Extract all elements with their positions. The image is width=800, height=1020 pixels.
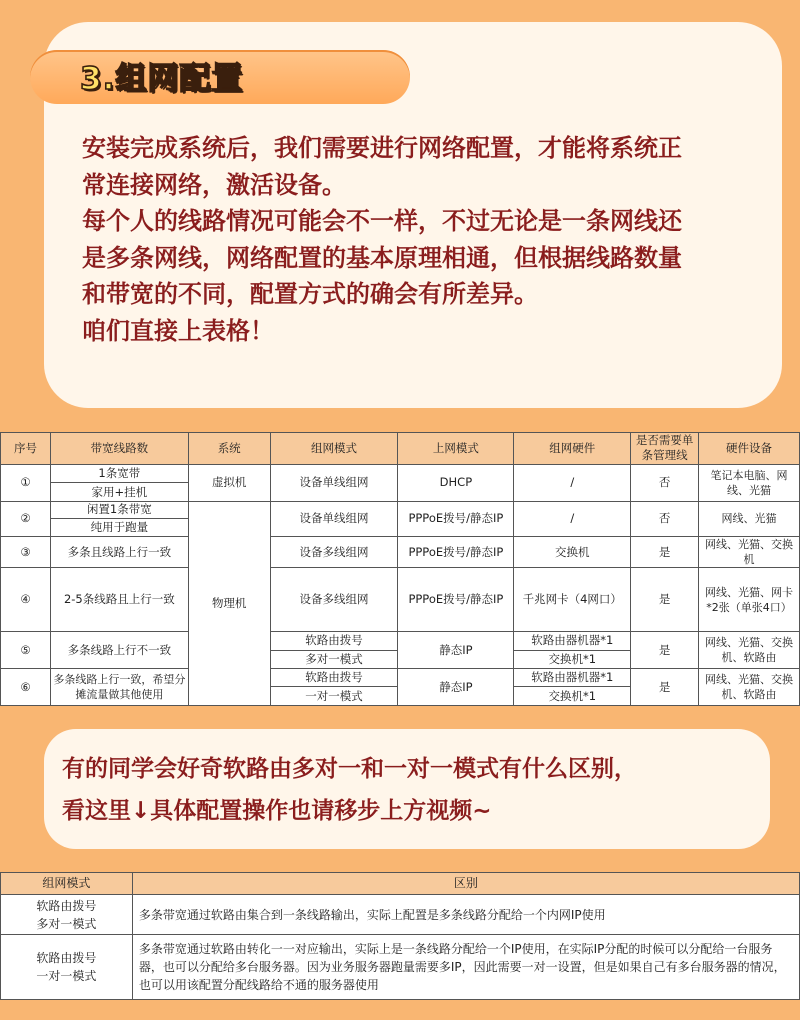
cell-need: 否 xyxy=(631,464,699,501)
cell-bandwidth: 家用+挂机 xyxy=(50,483,188,501)
note-text xyxy=(62,748,762,832)
cell-difference: 多条带宽通过软路由转化一一对应输出，实际上是一条线路分配给一个IP使用，在实际IP分配的时候可以分配给一台服务器，也可以分配给多台服务器。因为业务服务器跑量需要多IP，因此需要一对一设置，但是如果自己有多台服务器的情况，也可以用该配置分配线路给不通的服务器使用 xyxy=(132,935,799,1000)
cell-device: 网线、光猫、交换机 xyxy=(699,536,800,568)
table-row xyxy=(1,669,800,687)
mode-line: 一对一模式 xyxy=(36,969,97,984)
cell-bandwidth: 多条线路上行不一致 xyxy=(50,632,188,669)
cell-mode xyxy=(1,935,133,1000)
cell-system: 虚拟机 xyxy=(188,464,270,501)
cell-mode: 设备单线组网 xyxy=(270,501,398,536)
intro-line: 咱们直接上表格！ xyxy=(82,316,274,345)
cell-need: 是 xyxy=(631,632,699,669)
cell-bandwidth: 纯用于跑量 xyxy=(50,519,188,536)
table-row xyxy=(1,501,800,518)
cell-device: 网线、光猫 xyxy=(699,501,800,536)
cell-mode xyxy=(1,895,133,935)
cell-net: 静态IP xyxy=(398,669,514,706)
cell-net: 静态IP xyxy=(398,632,514,669)
cell-hw: 软路由器机器*1 xyxy=(514,632,631,650)
cell-no: ④ xyxy=(1,568,51,632)
mode-difference-table xyxy=(0,872,800,1000)
intro-line: 安装完成系统后，我们需要进行网络配置，才能将系统正 xyxy=(82,134,682,162)
col-header: 硬件设备 xyxy=(699,433,800,465)
cell-mode: 设备多线组网 xyxy=(270,536,398,568)
cell-mode: 设备多线组网 xyxy=(270,568,398,632)
intro-line: 常连接网络，激活设备。 xyxy=(82,170,346,199)
cell-bandwidth: 闲置1条带宽 xyxy=(50,501,188,518)
intro-line: 是多条网线，网络配置的基本原理相通，但根据线路数量 xyxy=(82,243,682,272)
cell-mode: 多对一模式 xyxy=(270,650,398,668)
cell-difference: 多条带宽通过软路由集合到一条线路输出，实际上配置是多条线路分配给一个内网IP使用 xyxy=(132,895,799,935)
cell-net: DHCP xyxy=(398,464,514,501)
cell-no: ② xyxy=(1,501,51,536)
cell-need: 是 xyxy=(631,536,699,568)
cell-no: ⑤ xyxy=(1,632,51,669)
cell-hw: 交换机*1 xyxy=(514,650,631,668)
cell-net: PPPoE拨号/静态IP xyxy=(398,501,514,536)
col-header: 带宽线路数 xyxy=(50,433,188,465)
cell-device: 网线、光猫、交换机、软路由 xyxy=(699,669,800,706)
col-header: 组网模式 xyxy=(270,433,398,465)
cell-net: PPPoE拨号/静态IP xyxy=(398,536,514,568)
cell-mode: 软路由拨号 xyxy=(270,669,398,687)
cell-system: 物理机 xyxy=(188,501,270,705)
cell-hw: 交换机*1 xyxy=(514,687,631,706)
table-row xyxy=(1,895,800,935)
mode-line: 软路由拨号 xyxy=(36,951,97,966)
network-config-table xyxy=(0,432,800,706)
table-row xyxy=(1,568,800,632)
cell-hw: / xyxy=(514,501,631,536)
mode-line: 多对一模式 xyxy=(36,916,97,931)
cell-hw: 交换机 xyxy=(514,536,631,568)
table-row xyxy=(1,935,800,1000)
cell-bandwidth: 2-5条线路且上行一致 xyxy=(50,568,188,632)
table-header-row xyxy=(1,873,800,895)
intro-line: 每个人的线路情况可能会不一样，不过无论是一条网线还 xyxy=(82,207,682,236)
col-header: 上网模式 xyxy=(398,433,514,465)
col-header: 序号 xyxy=(1,433,51,465)
cell-mode: 一对一模式 xyxy=(270,687,398,706)
col-header: 组网模式 xyxy=(1,873,133,895)
cell-mode: 设备单线组网 xyxy=(270,464,398,501)
cell-no: ① xyxy=(1,464,51,501)
intro-text xyxy=(82,130,772,350)
cell-mode: 软路由拨号 xyxy=(270,632,398,650)
cell-device: 笔记本电脑、网线、光猫 xyxy=(699,464,800,501)
mode-line: 软路由拨号 xyxy=(36,898,97,913)
cell-bandwidth: 多条线路上行一致，希望分摊流量做其他使用 xyxy=(50,669,188,706)
cell-bandwidth: 1条宽带 xyxy=(50,464,188,482)
col-header: 组网硬件 xyxy=(514,433,631,465)
cell-device: 网线、光猫、网卡*2张（单张4口） xyxy=(699,568,800,632)
cell-hw: 千兆网卡（4网口） xyxy=(514,568,631,632)
cell-need: 否 xyxy=(631,501,699,536)
cell-no: ③ xyxy=(1,536,51,568)
cell-device: 网线、光猫、交换机、软路由 xyxy=(699,632,800,669)
note-line: 有的同学会好奇软路由多对一和一对一模式有什么区别， xyxy=(62,756,637,782)
intro-line: 和带宽的不同，配置方式的确会有所差异。 xyxy=(82,280,538,309)
cell-hw: / xyxy=(514,464,631,501)
cell-need: 是 xyxy=(631,669,699,706)
table-row xyxy=(1,464,800,482)
table-row xyxy=(1,632,800,650)
col-header: 系统 xyxy=(188,433,270,465)
cell-net: PPPoE拨号/静态IP xyxy=(398,568,514,632)
table-row xyxy=(1,536,800,568)
cell-bandwidth: 多条且线路上行一致 xyxy=(50,536,188,568)
cell-hw: 软路由器机器*1 xyxy=(514,669,631,687)
table-header-row xyxy=(1,433,800,465)
col-header: 区别 xyxy=(132,873,799,895)
section-title: 3.组网配置 xyxy=(80,61,244,97)
note-line: 看这里↓具体配置操作也请移步上方视频~ xyxy=(62,798,492,824)
col-header: 是否需要单条管理线 xyxy=(631,433,699,465)
cell-need: 是 xyxy=(631,568,699,632)
cell-no: ⑥ xyxy=(1,669,51,706)
